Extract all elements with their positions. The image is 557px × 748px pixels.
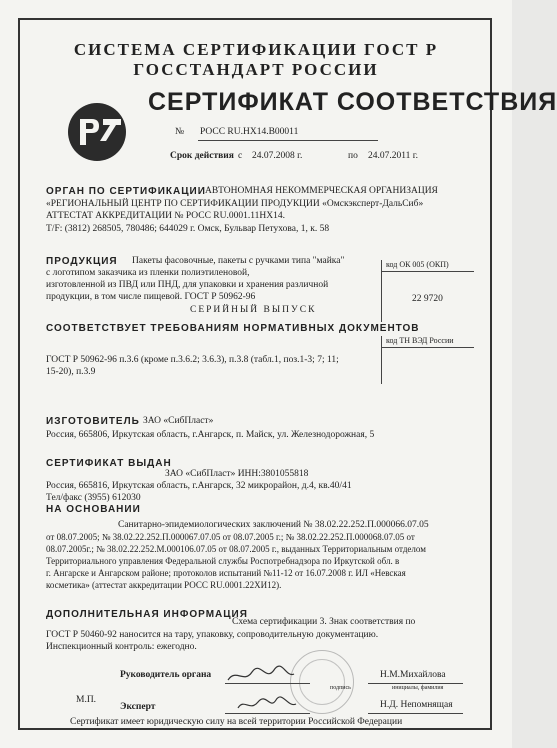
- expert-name: Н.Д. Непомнящая: [380, 700, 453, 710]
- organ-stamp: [290, 650, 354, 714]
- additional-line2: ГОСТ Р 50460-92 наносится на тару, упаковку, сопроводительную документацию.: [46, 630, 379, 640]
- organ-line2: «РЕГИОНАЛЬНЫЙ ЦЕНТР ПО СЕРТИФИКАЦИИ ПРОДУКЦИИ «Омскэксперт-ДальСиб»: [46, 199, 424, 209]
- product-line5: СЕРИЙНЫЙ ВЫПУСК: [190, 305, 317, 315]
- organ-line3: АТТЕСТАТ АККРЕДИТАЦИИ № РОСС RU.0001.11НХ14.: [46, 211, 285, 221]
- conformity-line1: ГОСТ Р 50962-96 п.3.6 (кроме п.3.6.2; 3.6.3), п.3.8 (табл.1, поз.1-3; 7; 11;: [46, 355, 339, 365]
- product-line2: с логотипом заказчика из пленки полиэтиленовой,: [46, 268, 250, 278]
- number-underline: [198, 140, 378, 141]
- product-label: ПРОДУКЦИЯ: [46, 256, 118, 267]
- organ-label: ОРГАН ПО СЕРТИФИКАЦИИ: [46, 186, 206, 197]
- manufacturer-name: ЗАО «СибПласт»: [143, 416, 214, 426]
- head-caption-fio: инициалы, фамилия: [392, 685, 444, 691]
- product-line4: продукции, в том числе пищевой. ГОСТ Р 50962-96: [46, 292, 256, 302]
- basis-line5: г. Ангарске и Ангарском районе; протоколов испытаний №11-12 от 16.07.2008 г. ИЛ «Невская: [46, 568, 406, 578]
- basis-line4: Территориального управления Федеральной службы Роспотребнадзора по Иркутской обл. в: [46, 556, 400, 566]
- okp-code-box: [381, 260, 474, 322]
- basis-label: НА ОСНОВАНИИ: [46, 504, 141, 515]
- head-sig-line: [225, 683, 310, 684]
- mp-label: М.П.: [76, 695, 97, 705]
- validity-label: Срок действия: [170, 151, 234, 161]
- okp-value: 22 9720: [412, 294, 443, 304]
- expert-sig-line: [225, 713, 310, 714]
- number-label: №: [175, 127, 185, 137]
- system-subtitle: ГОССТАНДАРТ РОССИИ: [133, 60, 379, 79]
- issued-address: Россия, 665816, Иркутская область, г.Ангарск, 32 микрорайон, д.4, кв.40/41: [46, 481, 352, 491]
- certificate-number: РОСС RU.НХ14.В00011: [200, 127, 299, 137]
- validity-to-prefix: по: [348, 151, 358, 161]
- organ-line4: Т/F: (3812) 268505, 780486; 644029 г. Омск, Бульвар Петухова, 1, к. 58: [46, 224, 330, 234]
- additional-line1: Схема сертификации 3. Знак соответствия по: [232, 617, 416, 627]
- system-title: СИСТЕМА СЕРТИФИКАЦИИ ГОСТ Р: [73, 40, 439, 59]
- additional-line3: Инспекционный контроль: ежегодно.: [46, 642, 197, 652]
- head-name: Н.М.Михайлова: [380, 670, 446, 680]
- expert-signature-icon: [236, 696, 298, 714]
- footer-text: Сертификат имеет юридическую силу на всей территории Российской Федерации: [70, 717, 403, 727]
- issued-label: СЕРТИФИКАТ ВЫДАН: [46, 458, 172, 469]
- additional-label: ДОПОЛНИТЕЛЬНАЯ ИНФОРМАЦИЯ: [46, 609, 248, 620]
- issued-phone: Тел/факс (3955) 612030: [46, 493, 141, 503]
- conformity-label: СООТВЕТСТВУЕТ ТРЕБОВАНИЯМ НОРМАТИВНЫХ ДОКУМЕНТОВ: [46, 323, 420, 334]
- manufacturer-label: ИЗГОТОВИТЕЛЬ: [46, 416, 140, 427]
- head-name-line: [368, 683, 463, 684]
- basis-line2: от 08.07.2005; № 38.02.22.252.П.000067.07.05 от 08.07.2005 г.; № 38.02.22.252.П.000068.07.05 от: [46, 532, 415, 542]
- validity-from-prefix: с: [238, 151, 243, 161]
- organ-stamp-inner: [299, 659, 345, 705]
- validity-from: 24.07.2008 г.: [252, 151, 303, 161]
- head-caption-sig: подпись: [330, 685, 351, 691]
- okp-divider: [382, 271, 474, 272]
- issued-name: ЗАО «СибПласт» ИНН:3801055818: [165, 469, 309, 479]
- product-line3: изготовленной из ПВД или ПНД, для упаковки и хранения различной: [46, 280, 329, 290]
- validity-to: 24.07.2011 г.: [368, 151, 418, 161]
- expert-label: Эксперт: [120, 702, 156, 712]
- basis-line1: Санитарно-эпидемиологических заключений № 38.02.22.252.П.000066.07.05: [118, 520, 429, 530]
- basis-line6: косметика» (аттестат аккредитации РОСС RU.0001.22ХИ12).: [46, 580, 282, 590]
- head-label: Руководитель органа: [120, 670, 212, 680]
- manufacturer-address: Россия, 665806, Иркутская область, г.Ангарск, п. Майск, ул. Железнодорожная, 5: [46, 430, 375, 440]
- conformity-line2: 15-20), п.3.9: [46, 367, 96, 377]
- tnved-code-box: [381, 336, 474, 384]
- certificate-title: СЕРТИФИКАТ СООТВЕТСТВИЯ: [148, 88, 557, 116]
- okp-label: код ОК 005 (ОКП): [386, 260, 449, 269]
- gost-r-logo-icon: [66, 101, 128, 163]
- product-line1: Пакеты фасовочные, пакеты с ручками типа "майка": [132, 256, 345, 266]
- tnved-label: код ТН ВЭД России: [386, 336, 454, 345]
- organ-line1: АВТОНОМНАЯ НЕКОММЕРЧЕСКАЯ ОРГАНИЗАЦИЯ: [205, 186, 438, 196]
- basis-line3: 08.07.2005г.; № 38.02.22.252.М.000106.07.05 от 08.07.2005 г., выданных Территориальным отделом: [46, 544, 426, 554]
- expert-name-line: [368, 713, 463, 714]
- tnved-divider: [382, 347, 474, 348]
